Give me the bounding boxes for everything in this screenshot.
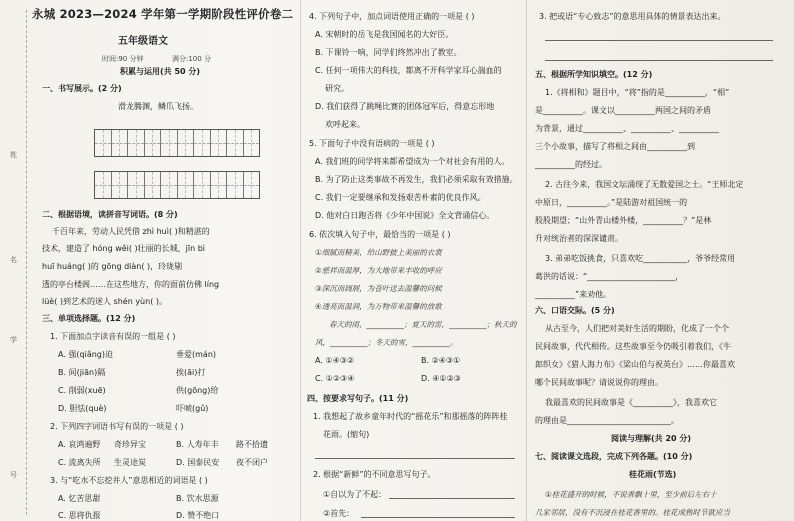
writing-grid-2[interactable] bbox=[94, 171, 260, 199]
copy-text: 滑龙腾渊，鳞爪飞扬。 bbox=[118, 102, 198, 111]
subject-title: 五年级语文 bbox=[118, 36, 168, 47]
sub-question: ②首先： bbox=[323, 509, 355, 518]
option[interactable]: 吓唬(gǔ) bbox=[176, 404, 209, 413]
fill-line[interactable]: 风，__________；冬天的雪，__________。 bbox=[315, 338, 458, 347]
option[interactable]: 挨(āi)打 bbox=[176, 368, 206, 377]
fill-line[interactable]: 中原日，__________。”是陆游对祖国统一的 bbox=[535, 198, 688, 207]
fill-line[interactable]: 春天的雨，__________；夏天的雷，__________；秋天的 bbox=[329, 320, 517, 329]
option[interactable]: B. 下课铃一响，同学们终然冲出了教室。 bbox=[315, 48, 462, 57]
fill-line[interactable]: 1.《将相和》题目中，“将”指的是__________，“相” bbox=[545, 88, 730, 97]
answer-line[interactable] bbox=[315, 458, 515, 459]
option[interactable]: A. 我们班的同学将来都希望成为一个对社会有用的人。 bbox=[315, 157, 510, 166]
option[interactable]: C. 任何一项伟大的科技，都离不开科学家耳心湍血的 bbox=[315, 66, 502, 75]
question: 1. 下面加点字读音有误的一组是 ( ) bbox=[50, 332, 176, 341]
option[interactable]: C. 削弱(xuē) bbox=[58, 386, 106, 395]
fill-line[interactable]: 我最喜欢的民间故事是《__________》，我喜欢它 bbox=[545, 398, 717, 407]
option-cont: 研究。 bbox=[325, 84, 349, 93]
option[interactable]: 垂爱(mán) bbox=[176, 350, 217, 359]
answer-line[interactable] bbox=[389, 498, 515, 499]
fill-line: 升对统治者的深深谴责。 bbox=[535, 234, 623, 243]
option[interactable]: C. 流离失所 bbox=[58, 458, 101, 467]
fill-line[interactable]: 是__________。课文以__________两国之间的矛盾 bbox=[535, 106, 711, 115]
option[interactable]: A. ①④③② bbox=[315, 356, 355, 365]
column-2 bbox=[300, 0, 527, 521]
poem-line: ④透亮而温润，为万物带来温馨的放歌 bbox=[315, 302, 442, 311]
pinyin-line: 技术，建造了 hóng wěi( )壮丽的长城，jīn bì bbox=[42, 244, 206, 253]
section-heading: 四、按要求写句子。(11 分) bbox=[307, 394, 409, 403]
poem-line: ②慈祥而温厚，为大地带来丰收的呼应 bbox=[315, 266, 442, 275]
column-3 bbox=[526, 0, 794, 521]
fill-line[interactable]: 2. 古往今来，我国文坛涌现了无数爱国之士。“王师北定 bbox=[545, 180, 744, 189]
option[interactable]: D. 我们获得了跳绳比赛的团体冠军后，得意忘形地 bbox=[315, 102, 495, 111]
section-heading: 五、根据所学知识填空。(12 分) bbox=[535, 70, 653, 79]
question: 2. 根据“新鲜”的不同意思写句子。 bbox=[313, 470, 436, 479]
option[interactable]: A. 哀鸿遍野 bbox=[58, 440, 101, 449]
pinyin-line: huī huáng( )的 gōng diàn( )，玲珑剔 bbox=[42, 262, 183, 271]
option[interactable]: B. 间(jiān)隔 bbox=[58, 368, 106, 377]
fill-line[interactable]: 股股期望；“山外青山楼外楼，__________？”是林 bbox=[535, 216, 712, 225]
fill-line[interactable]: 三个小故事，描写了将相之间由__________到 bbox=[535, 142, 695, 151]
answer-line[interactable] bbox=[545, 40, 773, 41]
fill-line[interactable]: 葛洪的话说：“______________________， bbox=[535, 272, 684, 281]
part-heading: 积累与运用(共 50 分) bbox=[120, 67, 201, 76]
question: 4. 下列句子中，加点词语使用正确的一项是 ( ) bbox=[309, 12, 475, 21]
exam-title: 永城 2023—2024 学年第一学期阶段性评价卷二 bbox=[32, 7, 294, 21]
option[interactable]: B. 为了防止这类事故不再发生，我们必须采取有效措施。 bbox=[315, 175, 518, 184]
option: 夜不闭户 bbox=[236, 458, 268, 467]
option[interactable]: C. 我们一定要继承和发扬艰苦朴素的优良作风。 bbox=[315, 193, 486, 202]
answer-line[interactable] bbox=[545, 60, 773, 61]
fill-line[interactable]: __________”来劝他。 bbox=[535, 290, 612, 299]
full-score: 满分:100 分 bbox=[172, 55, 211, 63]
paragraph-line: 郎织女》《猎人海力布》《梁山伯与祝英台》……你最喜欢 bbox=[535, 360, 735, 369]
option[interactable]: A. 忆苦思甜 bbox=[58, 494, 101, 503]
column-1 bbox=[0, 0, 300, 521]
question: 6. 依次填入句子中，最恰当的一项是 ( ) bbox=[309, 230, 451, 239]
option-cont: 欢呼起来。 bbox=[325, 120, 365, 129]
margin-label: 姓 bbox=[10, 151, 17, 159]
poem-line: ①细腻而精美，给山野披上美丽的衣裳 bbox=[315, 248, 442, 257]
option[interactable]: D. 他对白日跑否将《少年中国说》全文背诵信心。 bbox=[315, 211, 495, 220]
paragraph-line: 哪个民间故事呢？请说说你的理由。 bbox=[535, 378, 663, 387]
paragraph-line: 从古至今，人们把对美好生活的期盼，化成了一个个 bbox=[545, 324, 729, 333]
fill-line[interactable]: 的理由是__________________________。 bbox=[535, 416, 679, 425]
pinyin-line: lüè( )到艺术的迷人 shén yùn( )。 bbox=[42, 297, 167, 306]
section-heading: 六、口语交际。(5 分) bbox=[535, 306, 615, 315]
option[interactable]: C. 思将仇报 bbox=[58, 511, 101, 520]
margin-label: 号 bbox=[10, 471, 17, 479]
question-cont: 花雨。(缩句) bbox=[323, 430, 370, 439]
passage-title: 桂花雨(节选) bbox=[629, 470, 677, 479]
option: 生灵途炭 bbox=[114, 458, 146, 467]
section-heading: 三、单项选择题。(12 分) bbox=[42, 314, 136, 323]
section-heading: 二、根据语境，读拼音写词语。(8 分) bbox=[42, 210, 178, 219]
writing-grid-1[interactable] bbox=[94, 129, 260, 157]
option[interactable]: A. 宋朝时的岳飞是我国闻名的大好臣。 bbox=[315, 30, 454, 39]
option[interactable]: D. 赞不绝口 bbox=[176, 511, 220, 520]
option[interactable]: B. 饮水思源 bbox=[176, 494, 219, 503]
poem-line: ③深沉而阔展，为苍叶送去温馨的问候 bbox=[315, 284, 442, 293]
question: 5. 下面句子中没有语病的一项是 ( ) bbox=[309, 139, 435, 148]
option[interactable]: B. 人寿年丰 bbox=[176, 440, 219, 449]
option: 奇珍异宝 bbox=[114, 440, 146, 449]
fill-line[interactable]: 3. 弟弟吃饭挑食，只喜欢吃___________，爷爷经常用 bbox=[545, 254, 736, 263]
answer-line[interactable] bbox=[361, 517, 515, 518]
sub-question: ①自以为了不起： bbox=[323, 490, 387, 499]
option[interactable]: C. ①②③④ bbox=[315, 374, 355, 383]
time-limit: 时间:90 分钟 bbox=[102, 55, 144, 63]
question: 3. 把或语“专心致志”的意思用具体的情景表达出来。 bbox=[539, 12, 726, 21]
pinyin-line: 透的亭台楼阁……在这些地方，你的面前仿佛 líng bbox=[42, 280, 220, 289]
option[interactable]: 供(gōng)给 bbox=[176, 386, 219, 395]
question: 3. 与“吃水不忘挖井人”意思相近的词语是 ( ) bbox=[50, 476, 208, 485]
option[interactable]: D. 胆怯(què) bbox=[58, 404, 107, 413]
part-heading: 阅读与理解(共 20 分) bbox=[611, 434, 692, 443]
fill-line[interactable]: __________的经过。 bbox=[535, 160, 607, 169]
binding-margin bbox=[0, 0, 34, 521]
paragraph-line: 民间故事，代代相传。这些故事至今仍吸引着我们，《牛 bbox=[535, 342, 731, 351]
passage-line: ①桂花盛开的时候，不说香飘十里，至少前后左右十 bbox=[545, 490, 717, 499]
section-heading: 七、阅读课文选段，完成下列各题。(10 分) bbox=[535, 452, 693, 461]
option[interactable]: A. 强(qiǎng)迫 bbox=[58, 350, 114, 359]
option: 路不拾遗 bbox=[236, 440, 268, 449]
option[interactable]: B. ②④③① bbox=[421, 356, 461, 365]
section-heading: 一、书写展示。(2 分) bbox=[42, 84, 122, 93]
option[interactable]: D. 国泰民安 bbox=[176, 458, 220, 467]
question: 2. 下列四字词语书写有误的一项是 ( ) bbox=[50, 422, 184, 431]
pinyin-line: 千百年来，劳动人民凭借 zhì huì( )和精湛的 bbox=[52, 227, 210, 236]
passage-line: 几家邻居，没有不沉浸在桂花香里的。桂花成熟时节就应当 bbox=[535, 508, 730, 517]
option[interactable]: D. ④①②③ bbox=[421, 374, 461, 383]
question: 1. 我想起了故乡童年时代的“摇花乐”和那摇落的阵阵桂 bbox=[313, 412, 508, 421]
fill-line[interactable]: 为背景，通过__________、__________、__________ bbox=[535, 124, 719, 133]
margin-label: 学 bbox=[10, 336, 17, 344]
margin-label: 名 bbox=[10, 256, 17, 264]
